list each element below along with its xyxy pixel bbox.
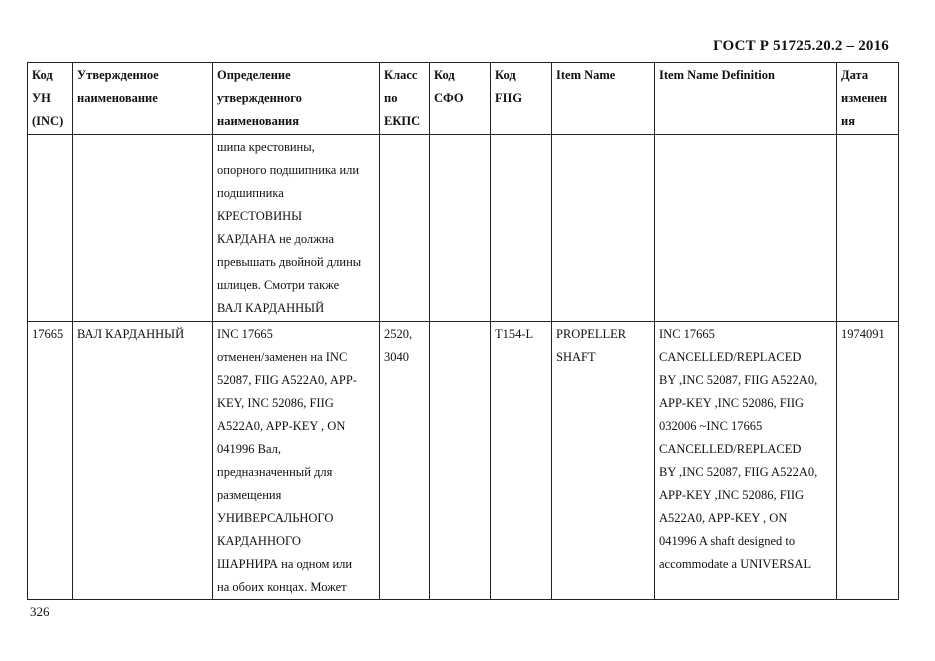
cell-definition: шипа крестовины, опорного подшипника или подшипника КРЕСТОВИНЫ КАРДАНА не должна превышать двойной длины шлицев. Смотри также ВАЛ КАРДАННЫЙ bbox=[213, 135, 380, 322]
cell-item-name-definition bbox=[655, 135, 837, 322]
cell-change-date bbox=[837, 135, 899, 322]
cell-item-name-definition: INC 17665 CANCELLED/REPLACED BY ,INC 52087, FIIG A522A0, APP-KEY ,INC 52086, FIIG 032006 ~INC 17665 CANCELLED/REPLACED BY ,INC 52087, FIIG A522A0, APP-KEY ,INC 52086, FIIG A522A0, APP-KEY , ON 041996 A shaft designed to accommodate a UNIVERSAL bbox=[655, 322, 837, 600]
column-header-fiig-code: Код FIIG bbox=[491, 63, 552, 135]
cell-item-name: PROPELLER SHAFT bbox=[552, 322, 655, 600]
cell-approved-name: ВАЛ КАРДАННЫЙ bbox=[73, 322, 213, 600]
cell-sfo-code bbox=[430, 322, 491, 600]
column-header-definition: Определение утвержденного наименования bbox=[213, 63, 380, 135]
page-number: 326 bbox=[30, 604, 50, 619]
cell-ekps-class: 2520, 3040 bbox=[380, 322, 430, 600]
column-header-ekps-class: Класс по ЕКПС bbox=[380, 63, 430, 135]
cell-approved-name bbox=[73, 135, 213, 322]
cell-definition: INC 17665 отменен/заменен на INC 52087, FIIG A522A0, APP- KEY, INC 52086, FIIG A522A0, APP-KEY , ON 041996 Вал, предназначенный для размещения УНИВЕРСАЛЬНОГО КАРДАННОГО ШАРНИРА на одном или на обоих концах. Может bbox=[213, 322, 380, 600]
column-header-change-date: Дата изменен ия bbox=[837, 63, 899, 135]
cell-fiig-code bbox=[491, 135, 552, 322]
table-row bbox=[28, 322, 899, 600]
column-header-approved-name: Утвержденное наименование bbox=[73, 63, 213, 135]
cell-fiig-code: T154-L bbox=[491, 322, 552, 600]
column-header-item-name-definition: Item Name Definition bbox=[655, 63, 837, 135]
document-header-title: ГОСТ Р 51725.20.2 – 2016 bbox=[713, 38, 889, 54]
specification-table bbox=[27, 62, 899, 600]
cell-item-name bbox=[552, 135, 655, 322]
cell-ekps-class bbox=[380, 135, 430, 322]
cell-change-date: 1974091 bbox=[837, 322, 899, 600]
cell-sfo-code bbox=[430, 135, 491, 322]
table-row bbox=[28, 135, 899, 322]
table-header-row bbox=[28, 63, 899, 135]
cell-inc-code bbox=[28, 135, 73, 322]
column-header-inc-code: Код УН (INC) bbox=[28, 63, 73, 135]
column-header-sfo-code: Код СФО bbox=[430, 63, 491, 135]
cell-inc-code: 17665 bbox=[28, 322, 73, 600]
column-header-item-name: Item Name bbox=[552, 63, 655, 135]
